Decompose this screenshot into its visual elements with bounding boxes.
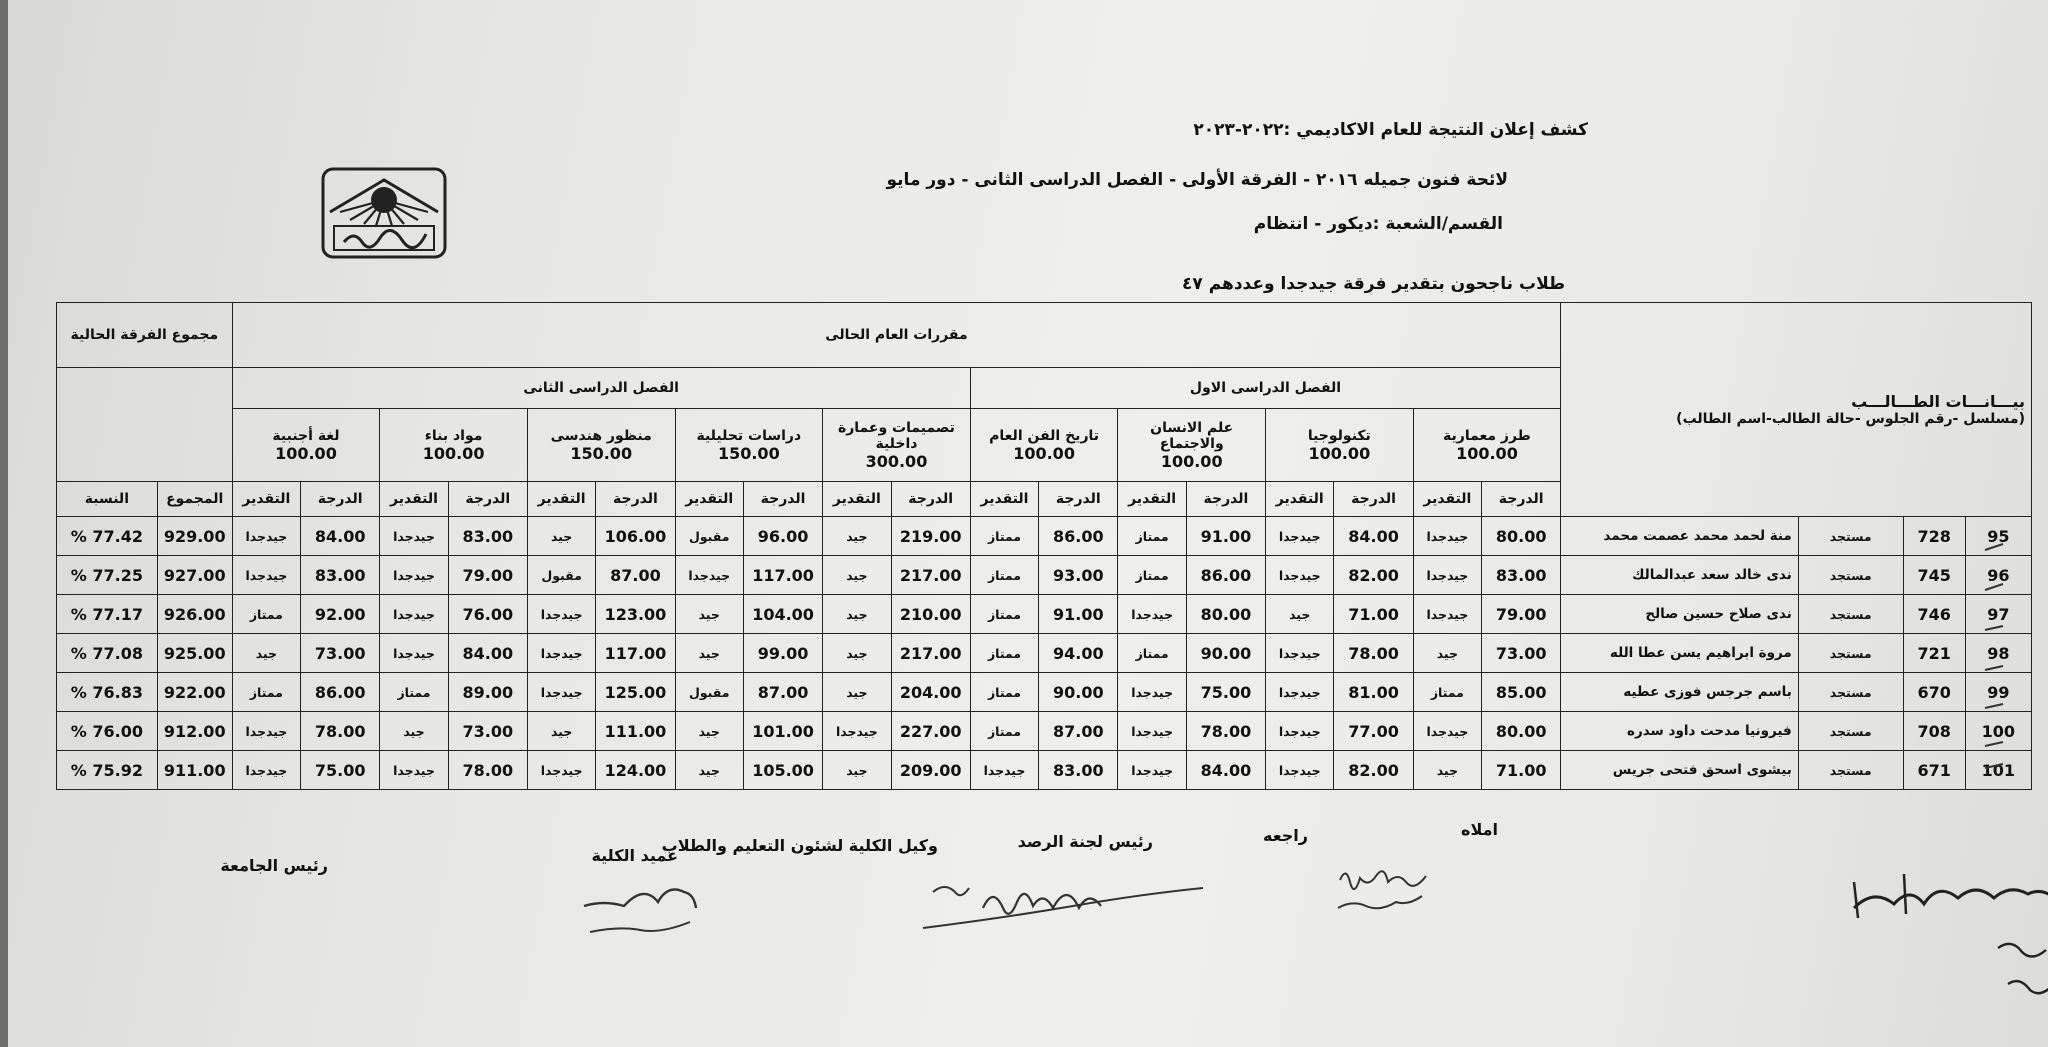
seat-number-cell: 670 [1903, 673, 1965, 712]
grade-cell: 117.00 [596, 634, 675, 673]
vice-dean-label: وكيل الكلية لشئون التعليم والطلاب [661, 836, 938, 855]
grade-cell: 76.00 [448, 595, 527, 634]
grade-cell: 85.00 [1482, 673, 1561, 712]
grade-cell: 75.00 [301, 751, 380, 790]
grade-cell: 86.00 [301, 673, 380, 712]
rating-cell: جيدجدا [823, 712, 891, 751]
rating-cell: جيد [675, 751, 743, 790]
total-cell: 912.00 [157, 712, 232, 751]
table-row [57, 712, 2032, 751]
rating-cell: جيدجدا [232, 712, 300, 751]
grade-cell: 79.00 [448, 556, 527, 595]
status-cell: مستجد [1798, 751, 1903, 790]
serial-cell: 97 [1965, 595, 2031, 634]
course-max: 300.00 [865, 451, 928, 471]
grade-cell: 80.00 [1186, 595, 1265, 634]
course-max: 150.00 [717, 443, 780, 463]
grade-cell: 84.00 [1334, 517, 1413, 556]
grade-cell: 123.00 [596, 595, 675, 634]
rating-cell: جيدجدا [380, 751, 448, 790]
grade-cell: 101.00 [743, 712, 822, 751]
grade-cell: 83.00 [1482, 556, 1561, 595]
grade-cell: 86.00 [1186, 556, 1265, 595]
grade-cell: 106.00 [596, 517, 675, 556]
grade-cell: 80.00 [1482, 712, 1561, 751]
grade-cell: 77.00 [1334, 712, 1413, 751]
grade-cell: 125.00 [596, 673, 675, 712]
rating-cell: جيد [823, 556, 891, 595]
grade-cell: 111.00 [596, 712, 675, 751]
rating-cell: جيدجدا [1118, 673, 1186, 712]
committee-head-label: رئيس لجنة الرصد [1017, 832, 1153, 851]
grade-cell: 89.00 [448, 673, 527, 712]
rating-cell: ممتاز [1413, 673, 1481, 712]
grade-cell: 87.00 [1039, 712, 1118, 751]
percent-cell: 76.00 % [57, 712, 158, 751]
rating-col-label: التقدير [1118, 482, 1186, 517]
grade-cell: 83.00 [301, 556, 380, 595]
student-info-title: بيـــانـــات الطـــالـــب [1851, 392, 2025, 411]
rating-cell: جيدجدا [1266, 712, 1334, 751]
grade-cell: 87.00 [596, 556, 675, 595]
rating-cell: جيدجدا [380, 556, 448, 595]
course-max: 100.00 [1013, 443, 1075, 463]
course-max: 150.00 [570, 443, 633, 463]
grade-cell: 75.00 [1186, 673, 1265, 712]
grade-cell: 71.00 [1482, 751, 1561, 790]
student-name-cell: باسم جرجس فوزى عطيه [1561, 673, 1799, 712]
rating-cell: جيدجدا [1413, 595, 1481, 634]
rating-cell: جيد [675, 634, 743, 673]
course-name: طرز معمارية [1443, 427, 1531, 444]
grade-col-label: الدرجة [301, 482, 380, 517]
percent-cell: 75.92 % [57, 751, 158, 790]
table-row [57, 634, 2032, 673]
rating-cell: جيد [380, 712, 448, 751]
university-president-label: رئيس الجامعة [220, 856, 328, 875]
course-name: تاريخ الفن العام [989, 427, 1100, 444]
seat-number-cell: 728 [1903, 517, 1965, 556]
status-cell: مستجد [1798, 517, 1903, 556]
status-cell: مستجد [1798, 712, 1903, 751]
grade-cell: 217.00 [891, 634, 970, 673]
serial-cell: 99 [1965, 673, 2031, 712]
grade-cell: 83.00 [1039, 751, 1118, 790]
rating-cell: جيدجدا [1266, 556, 1334, 595]
grade-col-label: الدرجة [1186, 482, 1265, 517]
rating-cell: جيدجدا [527, 673, 595, 712]
table-row [57, 517, 2032, 556]
grade-cell: 84.00 [1186, 751, 1265, 790]
rating-cell: جيدجدا [1413, 712, 1481, 751]
table-row [57, 751, 2032, 790]
grade-cell: 78.00 [448, 751, 527, 790]
rating-col-label: التقدير [675, 482, 743, 517]
course-max: 100.00 [275, 443, 337, 463]
rating-cell: جيدجدا [527, 595, 595, 634]
grade-cell: 204.00 [891, 673, 970, 712]
grade-cell: 84.00 [448, 634, 527, 673]
rating-cell: جيدجدا [970, 751, 1038, 790]
serial-cell: 100 [1965, 712, 2031, 751]
rating-cell: جيدجدا [1118, 712, 1186, 751]
grade-col-label: الدرجة [743, 482, 822, 517]
grade-col-label: الدرجة [1334, 482, 1413, 517]
rating-cell: جيدجدا [1266, 517, 1334, 556]
rating-cell: جيد [823, 634, 891, 673]
grade-col-label: الدرجة [1482, 482, 1561, 517]
grade-cell: 87.00 [743, 673, 822, 712]
rating-cell: جيدجدا [1266, 751, 1334, 790]
rating-cell: ممتاز [232, 595, 300, 634]
course-max: 100.00 [1160, 451, 1223, 471]
grade-cell: 90.00 [1039, 673, 1118, 712]
course-max: 100.00 [1456, 443, 1518, 463]
university-logo [320, 166, 448, 260]
course-header [527, 409, 675, 482]
percent-cell: 76.83 % [57, 673, 158, 712]
course-header [1266, 409, 1414, 482]
regulation-line: لائحة فنون جميله ٢٠١٦ - الفرقة الأولى - الفصل الدراسى الثانى - دور مايو [886, 170, 1508, 190]
rating-cell: جيدجدا [527, 634, 595, 673]
status-cell: مستجد [1798, 556, 1903, 595]
total-cell: 926.00 [157, 595, 232, 634]
seat-number-cell: 708 [1903, 712, 1965, 751]
course-name: تكنولوجيا [1307, 427, 1371, 444]
grade-cell: 124.00 [596, 751, 675, 790]
grade-cell: 117.00 [743, 556, 822, 595]
serial-cell: 101 [1965, 751, 2031, 790]
rating-col-label: التقدير [380, 482, 448, 517]
dean-label: عميد الكلية [591, 846, 678, 865]
student-name-cell: بيشوى اسحق فتحى جريس [1561, 751, 1799, 790]
course-header [380, 409, 528, 482]
rating-cell: جيدجدا [380, 517, 448, 556]
grade-cell: 83.00 [448, 517, 527, 556]
status-cell: مستجد [1798, 634, 1903, 673]
rating-cell: مقبول [527, 556, 595, 595]
rating-cell: جيد [823, 595, 891, 634]
course-header [970, 409, 1118, 482]
rating-cell: جيد [823, 673, 891, 712]
rating-cell: ممتاز [1118, 556, 1186, 595]
grade-cell: 91.00 [1039, 595, 1118, 634]
course-header [1413, 409, 1561, 482]
seat-number-cell: 671 [1903, 751, 1965, 790]
grade-cell: 217.00 [891, 556, 970, 595]
rating-cell: جيد [232, 634, 300, 673]
rating-cell: جيد [823, 751, 891, 790]
grade-cell: 73.00 [1482, 634, 1561, 673]
course-header [823, 409, 971, 482]
grade-cell: 210.00 [891, 595, 970, 634]
rating-col-label: التقدير [823, 482, 891, 517]
current-courses-header: مقررات العام الحالى [232, 303, 1561, 368]
percent-cell: 77.08 % [57, 634, 158, 673]
grade-cell: 82.00 [1334, 556, 1413, 595]
rating-col-label: التقدير [1266, 482, 1334, 517]
table-row [57, 556, 2032, 595]
semester-1-header: الفصل الدراسى الاول [970, 368, 1561, 409]
course-name: مواد بناء [424, 427, 483, 444]
grade-cell: 90.00 [1186, 634, 1265, 673]
committee-signature [1328, 862, 1458, 918]
rating-cell: جيدجدا [527, 751, 595, 790]
seat-number-cell: 745 [1903, 556, 1965, 595]
total-cell: 927.00 [157, 556, 232, 595]
rating-cell: جيدجدا [1413, 556, 1481, 595]
rating-cell: ممتاز [970, 673, 1038, 712]
course-name: تصميمات وعمارة داخلية [837, 419, 955, 452]
rating-cell: جيد [675, 712, 743, 751]
document-sheet [8, 0, 2048, 1047]
rating-cell: ممتاز [232, 673, 300, 712]
course-max: 100.00 [422, 443, 485, 463]
grade-cell: 80.00 [1482, 517, 1561, 556]
total-col-label: المجموع [157, 482, 232, 517]
student-info-header [1561, 303, 2032, 517]
course-name: منظور هندسى [550, 427, 652, 444]
grade-cell: 78.00 [301, 712, 380, 751]
grade-col-label: الدرجة [448, 482, 527, 517]
dean-signature [576, 866, 706, 946]
grade-cell: 78.00 [1334, 634, 1413, 673]
rating-cell: ممتاز [970, 634, 1038, 673]
page-title: كشف إعلان النتيجة للعام الاكاديمي :٢٠٢٢-٢٠٢٣ [1193, 120, 1588, 140]
vice-dean-signature [913, 868, 1213, 938]
course-header [675, 409, 823, 482]
status-cell: مستجد [1798, 595, 1903, 634]
department-line: القسم/الشعبة :ديكور - انتظام [1253, 214, 1503, 234]
total-cell: 922.00 [157, 673, 232, 712]
grade-cell: 86.00 [1039, 517, 1118, 556]
rating-col-label: التقدير [527, 482, 595, 517]
serial-cell: 96 [1965, 556, 2031, 595]
rating-cell: ممتاز [970, 595, 1038, 634]
course-name: علم الانسان والاجتماع [1150, 419, 1234, 452]
rating-cell: جيدجدا [1118, 595, 1186, 634]
grade-cell: 82.00 [1334, 751, 1413, 790]
grade-col-label: الدرجة [1039, 482, 1118, 517]
student-name-cell: فيرونيا مدحت داود سدره [1561, 712, 1799, 751]
total-cell: 929.00 [157, 517, 232, 556]
rating-cell: جيدجدا [232, 556, 300, 595]
rating-cell: ممتاز [380, 673, 448, 712]
rating-cell: جيدجدا [380, 634, 448, 673]
results-table [56, 302, 2032, 790]
grade-cell: 105.00 [743, 751, 822, 790]
grade-cell: 209.00 [891, 751, 970, 790]
course-name: لغة أجنبية [272, 427, 340, 444]
rating-cell: مقبول [675, 517, 743, 556]
seat-number-cell: 721 [1903, 634, 1965, 673]
grade-cell: 227.00 [891, 712, 970, 751]
rating-cell: جيد [1413, 751, 1481, 790]
rating-cell: جيد [823, 517, 891, 556]
student-name-cell: ندى خالد سعد عبدالمالك [1561, 556, 1799, 595]
group-line: طلاب ناجحون بتقدير فرقة جيدجدا وعددهم ٤٧ [1182, 274, 1565, 294]
grade-cell: 73.00 [448, 712, 527, 751]
rating-cell: جيدجدا [1266, 634, 1334, 673]
grade-cell: 71.00 [1334, 595, 1413, 634]
percent-cell: 77.17 % [57, 595, 158, 634]
rating-cell: جيدجدا [232, 517, 300, 556]
reviewed-label: راجعه [1263, 826, 1308, 845]
percent-cell: 77.42 % [57, 517, 158, 556]
rating-cell: جيد [527, 712, 595, 751]
rating-col-label: التقدير [232, 482, 300, 517]
semester-2-header: الفصل الدراسى الثانى [232, 368, 970, 409]
table-row [57, 595, 2032, 634]
grade-col-label: الدرجة [596, 482, 675, 517]
grade-cell: 104.00 [743, 595, 822, 634]
rating-col-label: التقدير [970, 482, 1038, 517]
total-cell: 925.00 [157, 634, 232, 673]
rating-cell: ممتاز [970, 556, 1038, 595]
grade-cell: 92.00 [301, 595, 380, 634]
rating-col-label: التقدير [1413, 482, 1481, 517]
total-blank [57, 368, 233, 482]
rating-cell: جيدجدا [1266, 673, 1334, 712]
serial-cell: 98 [1965, 634, 2031, 673]
total-cell: 911.00 [157, 751, 232, 790]
course-name: دراسات تحليلية [696, 427, 802, 444]
dictation-label: املاه [1461, 820, 1498, 839]
rating-cell: ممتاز [970, 712, 1038, 751]
rating-cell: جيدجدا [1413, 517, 1481, 556]
rating-cell: ممتاز [970, 517, 1038, 556]
rating-cell: جيد [527, 517, 595, 556]
student-name-cell: ندى صلاح حسين صالح [1561, 595, 1799, 634]
rating-cell: جيد [1266, 595, 1334, 634]
rating-cell: جيدجدا [380, 595, 448, 634]
grade-cell: 96.00 [743, 517, 822, 556]
course-header [1118, 409, 1266, 482]
rating-cell: جيد [675, 595, 743, 634]
student-info-subtitle: (مسلسل -رقم الجلوس -حالة الطالب-اسم الطالب) [1676, 411, 2025, 427]
grade-cell: 73.00 [301, 634, 380, 673]
grade-cell: 81.00 [1334, 673, 1413, 712]
grade-col-label: الدرجة [891, 482, 970, 517]
grade-cell: 84.00 [301, 517, 380, 556]
current-total-header: مجموع الفرقة الحالية [57, 303, 233, 368]
rating-cell: جيدجدا [1118, 751, 1186, 790]
percent-col-label: النسبة [57, 482, 158, 517]
rating-cell: جيدجدا [675, 556, 743, 595]
status-cell: مستجد [1798, 673, 1903, 712]
rating-cell: ممتاز [1118, 517, 1186, 556]
percent-cell: 77.25 % [57, 556, 158, 595]
serial-cell: 95 [1965, 517, 2031, 556]
rating-cell: ممتاز [1118, 634, 1186, 673]
student-name-cell: منة لحمد محمد عصمت محمد [1561, 517, 1799, 556]
grade-cell: 219.00 [891, 517, 970, 556]
grade-cell: 91.00 [1186, 517, 1265, 556]
grade-cell: 94.00 [1039, 634, 1118, 673]
grade-cell: 99.00 [743, 634, 822, 673]
margin-ticks [1983, 540, 2013, 770]
seat-number-cell: 746 [1903, 595, 1965, 634]
grade-cell: 79.00 [1482, 595, 1561, 634]
course-header [232, 409, 380, 482]
grade-cell: 78.00 [1186, 712, 1265, 751]
student-name-cell: مروة ابراهيم يسن عطا الله [1561, 634, 1799, 673]
course-max: 100.00 [1308, 443, 1371, 463]
admin-stamp-handwriting [1848, 868, 2048, 1018]
rating-cell: مقبول [675, 673, 743, 712]
rating-cell: جيد [1413, 634, 1481, 673]
table-row [57, 673, 2032, 712]
rating-cell: جيدجدا [232, 751, 300, 790]
grade-cell: 93.00 [1039, 556, 1118, 595]
